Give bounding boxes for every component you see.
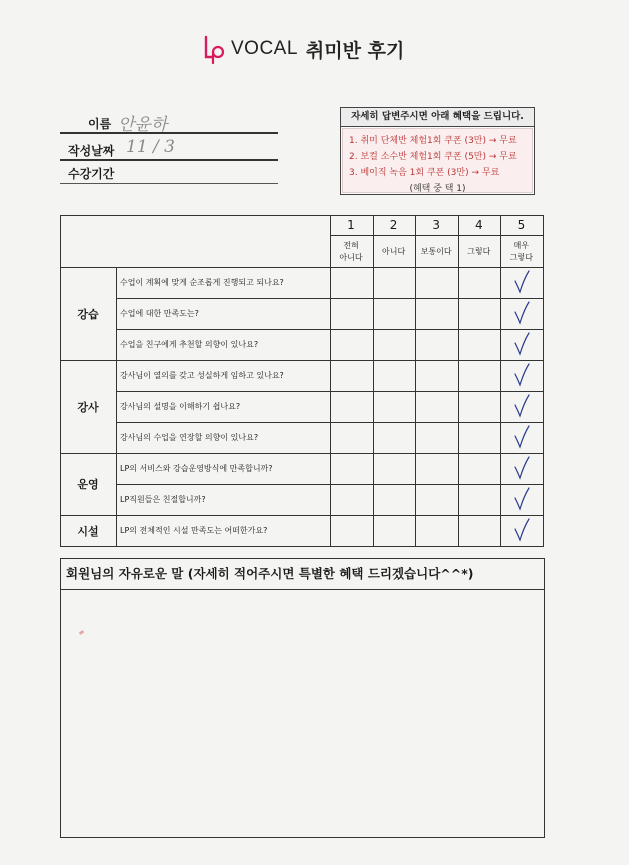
answer-cell[interactable] [373,391,415,421]
period-underline [60,183,278,184]
answer-cell[interactable] [458,391,500,421]
answer-cell[interactable] [330,453,372,483]
answer-cell[interactable] [373,422,415,452]
answer-cell[interactable] [458,515,500,545]
question-text: 강사님의 설명을 이해하기 쉽나요? [120,402,241,411]
answer-cell[interactable] [373,515,415,545]
date-field[interactable] [60,137,278,161]
question-text: LP직원들은 친절합니까? [120,495,206,504]
answer-cell[interactable] [330,391,372,421]
question-text: 수업을 친구에게 추천할 의향이 있나요? [120,340,259,349]
date-value: 11 / 3 [126,137,175,157]
answer-cell[interactable] [415,298,457,328]
answer-cell[interactable] [415,329,457,359]
answer-cell[interactable] [373,453,415,483]
answer-cell[interactable] [373,267,415,297]
answer-cell[interactable] [458,360,500,390]
checkmark-icon[interactable] [500,391,542,421]
answer-cell[interactable] [458,329,500,359]
answer-cell[interactable] [415,453,457,483]
form-title: 취미반 후기 [305,39,405,62]
answer-cell[interactable] [373,484,415,514]
answer-cell[interactable] [415,360,457,390]
benefits-list [342,128,533,193]
question-text: LP의 서비스와 강습운영방식에 만족합니까? [120,464,273,473]
name-field[interactable] [60,110,278,134]
checkmark-icon[interactable] [500,329,542,359]
benefits-box [340,107,535,195]
scale-label: 그렇다 [467,247,491,256]
grid-line [60,215,61,546]
free-comment-area[interactable] [61,590,544,837]
checkmark-icon[interactable] [500,298,542,328]
name-underline [60,132,278,134]
category-label: 시설 [77,524,99,538]
scale-number: 5 [517,218,526,232]
answer-cell[interactable] [415,391,457,421]
date-label: 작성날짜 [68,144,115,158]
answer-cell[interactable] [415,484,457,514]
checkmark-icon[interactable] [500,267,542,297]
answer-cell[interactable] [330,298,372,328]
name-label: 이름 [88,117,112,131]
benefit-item: 3. 베이직 녹음 1회 쿠폰 (3만) → 무료 [349,168,500,178]
free-comment-heading: 회원님의 자유로운 말 (자세히 적어주시면 특별한 혜택 드리겠습니다^^*) [61,559,544,590]
scale-label: 전혀 아니다 [339,241,363,262]
benefit-note: (혜택 중 택 1) [409,184,466,194]
name-value: 안윤하 [118,115,168,135]
category-label: 운영 [77,478,99,491]
answer-cell[interactable] [415,267,457,297]
benefit-item: 2. 보컬 소수반 체험1회 쿠폰 (5만) → 무료 [349,152,517,162]
answer-cell[interactable] [330,515,372,545]
grid-line [60,215,543,216]
grid-line [543,215,544,546]
logo-word: VOCAL [231,38,298,59]
period-field[interactable] [60,160,278,184]
answer-cell[interactable] [330,329,372,359]
answer-cell[interactable] [458,422,500,452]
form-header [200,34,404,64]
scale-number: 4 [474,218,483,232]
free-comment-box [60,558,545,838]
checkmark-icon[interactable] [500,484,542,514]
scale-number: 1 [347,218,355,232]
answer-cell[interactable] [373,360,415,390]
answer-cell[interactable] [330,484,372,514]
answer-cell[interactable] [415,422,457,452]
answer-cell[interactable] [330,422,372,452]
scale-label: 보통이다 [420,247,452,256]
checkmark-icon[interactable] [500,453,542,483]
checkmark-icon[interactable] [500,422,542,452]
period-label: 수강기간 [68,167,115,181]
question-text: 수업이 계획에 맞게 순조롭게 진행되고 되나요? [120,278,284,287]
grid-line [60,546,544,547]
answer-cell[interactable] [373,298,415,328]
grid-line [330,235,543,236]
answer-cell[interactable] [458,267,500,297]
scale-label: 매우 그렇다 [509,241,533,262]
answer-cell[interactable] [458,298,500,328]
question-text: 강사님이 열의를 갖고 성실하게 임하고 있나요? [120,371,284,380]
scale-label: 아니다 [382,247,406,256]
lp-logo-icon [200,34,228,64]
survey-table [60,215,543,549]
checkmark-icon[interactable] [500,515,542,545]
answer-cell[interactable] [330,267,372,297]
answer-cell[interactable] [330,360,372,390]
answer-cell[interactable] [415,515,457,545]
checkmark-icon[interactable] [500,360,542,390]
scale-number: 3 [432,218,440,232]
category-label: 강사 [77,400,99,414]
benefits-heading: 자세히 답변주시면 아래 혜택을 드립니다. [341,108,534,127]
grid-line [116,267,117,546]
answer-cell[interactable] [458,484,500,514]
category-label: 강습 [77,307,99,321]
benefit-item: 1. 취미 단체반 체험1회 쿠폰 (3만) → 무료 [349,136,517,146]
answer-cell[interactable] [373,329,415,359]
answer-cell[interactable] [458,453,500,483]
scale-number: 2 [389,218,398,232]
question-text: 수업에 대한 만족도는? [120,309,199,318]
question-text: LP의 전체적인 시설 만족도는 어떠한가요? [120,526,268,535]
question-text: 강사님의 수업을 연장할 의향이 있나요? [120,433,259,442]
